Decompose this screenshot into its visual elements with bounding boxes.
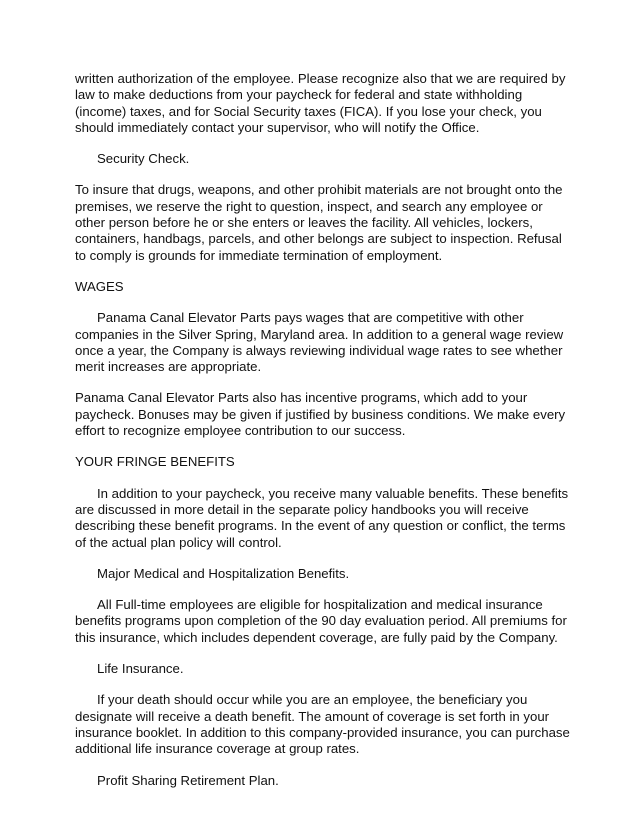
subheading-life-insurance: Life Insurance. [97, 661, 184, 677]
subheading-medical: Major Medical and Hospitalization Benefits. [97, 565, 350, 581]
paragraph-security-check: To insure that drugs, weapons, and other prohibit materials are not brought onto the premises, we reserve the right to question, inspect, and search any employee or other person before he or she enters or leaves the facility. All vehicles, lockers, containers, handbags, parcels, and other belongs are subject to inspection. Refusal to comply is grounds for immediate termination of employment. [75, 182, 563, 263]
subheading-profit-sharing: Profit Sharing Retirement Plan. [97, 772, 279, 788]
paragraph-medical: All Full-time employees are eligible for hospitalization and medical insurance benefits programs upon completion of the 90 day evaluation period. All premiums for this insurance, which includes dependent coverage, are fully paid by the Company. [75, 597, 567, 645]
heading-wages: WAGES [75, 278, 124, 294]
paragraph-fringe-benefits: In addition to your paycheck, you receive many valuable benefits. These benefits are discussed in more detail in the separate policy handbooks you will receive describing these benefit programs. In the event of any question or conflict, the terms of the actual plan policy will control. [75, 485, 569, 550]
heading-fringe-benefits: YOUR FRINGE BENEFITS [75, 454, 235, 470]
paragraph-wages: Panama Canal Elevator Parts pays wages that are competitive with other companies in the Silver Spring, Maryland area. In addition to a general wage review once a year, the Company is always reviewing individual wage rates to see whether merit increases are appropriate. [75, 310, 564, 375]
document-body [75, 71, 570, 804]
paragraph-life-insurance: If your death should occur while you are an employee, the beneficiary you designate will receive a death benefit. The amount of coverage is set forth in your insurance booklet. In addition to this company-provided insurance, you can purchase additional life insurance coverage at group rates. [75, 692, 570, 757]
paragraph-withholding: written authorization of the employee. Please recognize also that we are required by law to make deductions from your paycheck for federal and state withholding (income) taxes, and for Social Security taxes (FICA). If you lose your check, you should immediately contact your supervisor, who will notify the Office. [75, 71, 566, 135]
subheading-security-check: Security Check. [97, 151, 190, 167]
paragraph-incentives: Panama Canal Elevator Parts also has incentive programs, which add to your paycheck. Bonuses may be given if justified by business conditions. We make every effort to recognize employee contribution to our success. [75, 390, 566, 439]
